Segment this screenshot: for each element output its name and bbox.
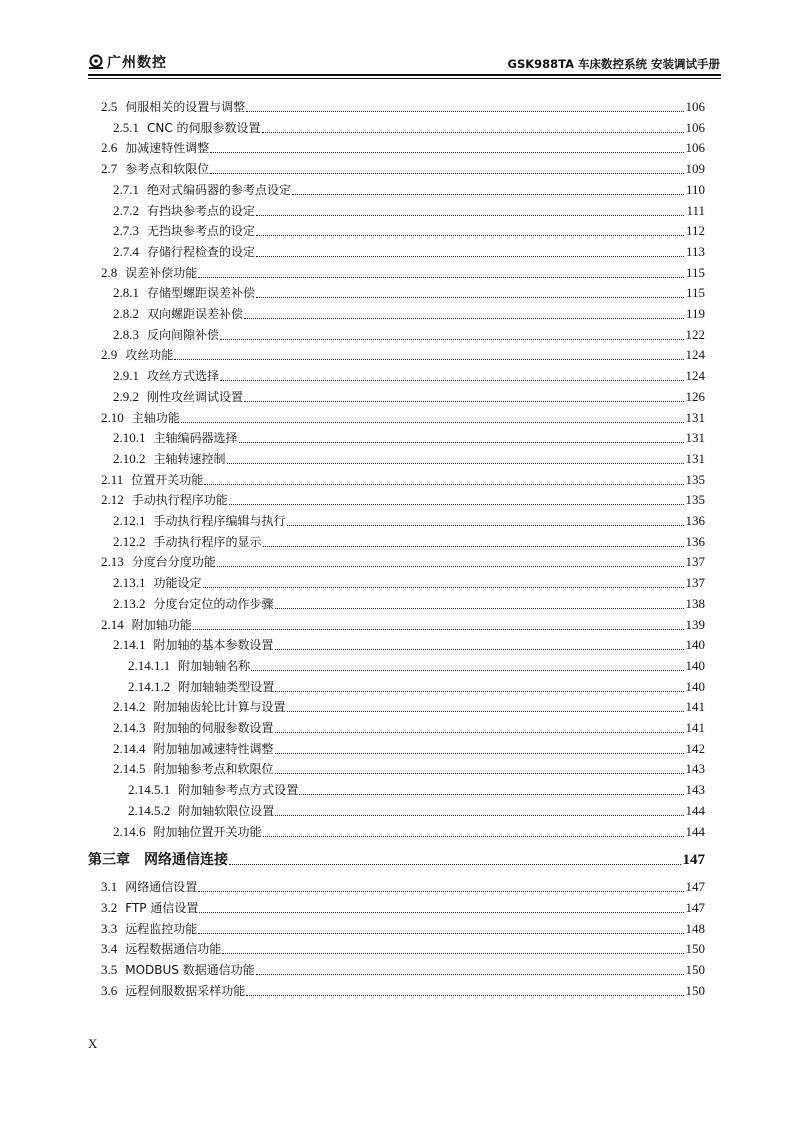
toc-number: 2.8.1 <box>113 285 139 301</box>
toc-page-number: 150 <box>685 962 705 977</box>
toc-title: 网络通信设置 <box>125 880 198 895</box>
toc-entry[interactable] <box>101 896 705 916</box>
toc-leader-dots <box>275 814 683 816</box>
toc-leader-dots <box>220 338 683 340</box>
toc-title: 双向螺距误差补偿 <box>147 307 244 321</box>
toc-leader-dots <box>287 524 684 526</box>
toc-leader-dots <box>292 193 684 195</box>
toc-title: 误差补偿功能 <box>125 265 198 280</box>
toc-entry[interactable] <box>101 958 705 978</box>
toc-leader-dots <box>210 172 683 174</box>
toc-entry[interactable] <box>101 468 705 488</box>
toc-number: 2.12 <box>101 492 124 508</box>
toc-leader-dots <box>275 690 683 692</box>
toc-leader-dots <box>239 441 684 443</box>
toc-title: CNC 的伺服参数设置 <box>147 120 261 135</box>
toc-entry[interactable] <box>101 550 705 570</box>
toc-page-number: 136 <box>685 533 705 549</box>
toc-page-number: 126 <box>685 388 705 404</box>
brand-logo <box>88 52 167 72</box>
toc-entry[interactable] <box>113 633 705 653</box>
toc-leader-dots <box>275 752 684 754</box>
toc-title: 附加轴轴名称 <box>178 658 251 673</box>
toc-number: 2.7.1 <box>113 181 139 197</box>
toc-title: 手动执行程序编辑与执行 <box>153 514 286 528</box>
toc-entry[interactable] <box>101 136 705 156</box>
toc-title: 附加轴齿轮比计算与设置 <box>153 700 286 715</box>
toc-page-number: 119 <box>685 306 705 321</box>
toc-number: 2.12.1 <box>113 513 146 528</box>
toc-entry[interactable] <box>101 95 705 115</box>
header-rule <box>88 74 721 76</box>
toc-leader-dots <box>222 952 683 954</box>
toc-entry[interactable] <box>101 917 705 937</box>
toc-page-number: 147 <box>682 852 705 869</box>
toc-leader-dots <box>246 994 683 996</box>
toc-page-number: 115 <box>685 264 705 280</box>
toc-title: 存储行程检查的设定 <box>147 244 256 259</box>
toc-title: 反向间隙补偿 <box>147 327 220 342</box>
toc-number: 2.8.2 <box>113 306 139 321</box>
toc-entry[interactable] <box>128 778 705 798</box>
toc-number: 2.14 <box>101 616 124 632</box>
toc-page-number: 115 <box>685 285 705 301</box>
toc-number: 2.14.6 <box>113 823 146 839</box>
toc-entry[interactable] <box>101 488 705 508</box>
toc-page-number: 137 <box>685 575 705 591</box>
toc-page-number: 124 <box>685 347 705 363</box>
toc-title: 攻丝功能 <box>125 348 174 363</box>
toc-page-number: 135 <box>685 471 705 487</box>
toc-entry[interactable] <box>113 530 705 550</box>
toc-entry[interactable] <box>113 426 705 446</box>
logo-text: 广州数控 <box>107 55 167 71</box>
toc-entry[interactable] <box>101 261 705 281</box>
toc-entry[interactable] <box>113 757 705 777</box>
toc-page-number: 147 <box>685 899 705 915</box>
toc-page-number: 143 <box>685 782 705 798</box>
toc-entry[interactable] <box>101 613 705 633</box>
toc-page-number: 110 <box>685 181 705 197</box>
toc-page-number: 142 <box>685 740 705 756</box>
toc-title: 攻丝方式选择 <box>147 369 220 384</box>
toc-page-number: 135 <box>685 492 705 508</box>
toc-page-number: 112 <box>685 223 705 239</box>
toc-leader-dots <box>256 214 684 216</box>
toc-entry[interactable] <box>113 592 705 612</box>
toc-entry[interactable] <box>113 219 705 239</box>
toc-leader-dots <box>244 400 683 402</box>
toc-entry[interactable] <box>113 385 705 405</box>
toc-entry[interactable] <box>113 695 705 715</box>
toc-leader-dots <box>220 379 683 381</box>
toc-number: 2.8 <box>101 264 118 280</box>
toc-title: 附加轴功能 <box>131 617 192 632</box>
toc-entry[interactable] <box>113 571 705 591</box>
toc-title: 附加轴的伺服参数设置 <box>153 721 274 735</box>
toc-title: 附加轴参考点方式设置 <box>178 783 299 798</box>
toc-page-number: 150 <box>685 982 705 998</box>
toc-title: 刚性攻丝调试设置 <box>147 389 244 404</box>
toc-title: 分度台定位的动作步骤 <box>153 596 274 611</box>
toc-page-number: 131 <box>685 430 705 446</box>
toc-number: 2.10.1 <box>113 430 146 446</box>
toc-title: MODBUS 数据通信功能 <box>125 963 255 977</box>
toc-leader-dots <box>262 131 684 133</box>
toc-number: 2.5.1 <box>113 119 139 135</box>
toc-number: 2.9.1 <box>113 368 139 384</box>
toc-title: 主轴转速控制 <box>153 451 226 466</box>
toc-page-number: 141 <box>685 699 705 715</box>
toc-title: 附加轴轴类型设置 <box>178 679 275 694</box>
toc-number: 第三章 <box>88 852 130 869</box>
toc-leader-dots <box>256 234 684 236</box>
toc-page-number: 141 <box>685 720 705 735</box>
toc-number: 2.6 <box>101 140 118 156</box>
toc-number: 2.12.2 <box>113 533 146 549</box>
toc-number: 2.9 <box>101 347 118 363</box>
toc-page-number: 113 <box>685 243 705 259</box>
toc-leader-dots <box>275 648 684 650</box>
header-rule-thin <box>88 78 721 79</box>
toc-entry[interactable] <box>113 281 705 301</box>
toc-leader-dots <box>229 503 684 505</box>
toc-leader-dots <box>256 296 684 298</box>
toc-number: 3.4 <box>101 941 118 957</box>
toc-number: 2.14.5.2 <box>128 802 171 818</box>
toc-number: 2.14.5.1 <box>128 782 171 798</box>
toc-leader-dots <box>217 565 684 567</box>
toc-number: 2.14.2 <box>113 699 146 715</box>
toc-number: 2.7.3 <box>113 223 139 239</box>
toc-number: 3.6 <box>101 982 118 998</box>
toc-entry[interactable] <box>128 675 705 695</box>
toc-leader-dots <box>256 973 684 975</box>
toc-leader-dots <box>263 545 684 547</box>
toc-leader-dots <box>210 151 683 153</box>
toc-number: 2.11 <box>101 471 124 487</box>
toc-leader-dots <box>287 710 684 712</box>
toc-page-number: 140 <box>685 678 705 694</box>
toc-leader-dots <box>199 911 683 913</box>
toc-title: 手动执行程序功能 <box>131 493 228 508</box>
toc-title: 功能设定 <box>153 576 202 591</box>
toc-title: 伺服相关的设置与调整 <box>125 100 246 114</box>
toc-leader-dots <box>204 483 683 485</box>
toc-title: 绝对式编码器的参考点设定 <box>147 182 292 197</box>
toc-entry[interactable] <box>113 116 705 136</box>
toc-entry[interactable] <box>128 654 705 674</box>
toc-chapter-entry[interactable] <box>88 848 705 868</box>
toc-number: 2.13.2 <box>113 595 146 611</box>
toc-page-number: 111 <box>686 202 705 218</box>
toc-leader-dots <box>244 317 684 319</box>
toc-leader-dots <box>193 628 684 630</box>
toc-number: 2.14.1.1 <box>128 657 171 673</box>
toc-leader-dots <box>275 772 684 774</box>
toc-entry[interactable] <box>113 199 705 219</box>
toc-number: 2.13 <box>101 554 124 570</box>
toc-title: 网络通信连接 <box>144 852 228 869</box>
toc-title: 存储型螺距误差补偿 <box>147 286 256 301</box>
toc-leader-dots <box>275 731 684 733</box>
toc-title: 手动执行程序的显示 <box>153 534 262 549</box>
toc-number: 3.1 <box>101 879 118 895</box>
toc-page-number: 144 <box>685 823 705 839</box>
toc-number: 3.3 <box>101 920 118 936</box>
toc-page-number: 148 <box>685 920 705 936</box>
toc-entry[interactable] <box>128 799 705 819</box>
toc-page-number: 139 <box>685 616 705 632</box>
toc-page-number: 122 <box>685 326 705 342</box>
toc-leader-dots <box>198 890 683 892</box>
toc-leader-dots <box>174 358 683 360</box>
toc-leader-dots <box>198 932 683 934</box>
toc-title: 无挡块参考点的设定 <box>147 224 256 239</box>
toc-page-number: 136 <box>685 513 705 528</box>
gsk-logo-icon <box>88 54 104 70</box>
toc-page-number: 138 <box>685 595 705 611</box>
toc-page-number: 106 <box>685 99 705 114</box>
toc-page-number: 109 <box>685 161 705 177</box>
toc-entry[interactable] <box>113 178 705 198</box>
toc-title: 主轴功能 <box>131 410 180 425</box>
toc-number: 2.14.3 <box>113 720 146 735</box>
toc-page-number: 106 <box>685 119 705 135</box>
toc-number: 2.5 <box>101 99 118 114</box>
toc-leader-dots <box>181 421 684 423</box>
toc-title: 附加轴位置开关功能 <box>153 824 262 839</box>
toc-entry[interactable] <box>113 447 705 467</box>
toc-entry[interactable] <box>113 820 705 840</box>
toc-number: 3.2 <box>101 899 118 915</box>
toc-number: 2.14.1.2 <box>128 678 171 694</box>
toc-page-number: 143 <box>685 761 705 777</box>
toc-leader-dots <box>263 835 684 837</box>
toc-page-number: 137 <box>685 554 705 570</box>
toc-number: 2.7.4 <box>113 243 139 259</box>
toc-title: 有挡块参考点的设定 <box>147 203 256 218</box>
toc-entry[interactable] <box>113 323 705 343</box>
toc-title: 位置开关功能 <box>131 472 204 487</box>
manual-title: GSK988TA 车床数控系统 安装调试手册 <box>507 57 720 71</box>
toc-entry[interactable] <box>101 406 705 426</box>
toc-leader-dots <box>229 863 681 865</box>
toc-page-number: 140 <box>685 657 705 673</box>
toc-entry[interactable] <box>101 937 705 957</box>
toc-title: 参考点和软限位 <box>125 162 210 177</box>
toc-entry[interactable] <box>101 343 705 363</box>
toc-entry[interactable] <box>113 716 705 736</box>
toc-page-number: 124 <box>685 368 705 384</box>
toc-leader-dots <box>246 110 683 112</box>
toc-leader-dots <box>299 793 683 795</box>
toc-title: 远程监控功能 <box>125 921 198 936</box>
toc-number: 2.10.2 <box>113 450 146 466</box>
toc-number: 2.8.3 <box>113 326 139 342</box>
toc-title: 主轴编码器选择 <box>153 431 238 446</box>
toc-number: 2.14.1 <box>113 637 146 653</box>
toc-page-number: 147 <box>685 879 705 895</box>
toc-title: 分度台分度功能 <box>131 555 216 570</box>
toc-entry[interactable] <box>113 509 705 529</box>
toc-leader-dots <box>251 669 683 671</box>
toc-page-number: 150 <box>685 941 705 957</box>
toc-page-number: 131 <box>685 409 705 425</box>
toc-page-number: 140 <box>685 637 705 653</box>
toc-page-number: 144 <box>685 802 705 818</box>
toc-page-number: 106 <box>685 140 705 156</box>
toc-number: 2.14.5 <box>113 761 146 777</box>
toc-entry[interactable] <box>101 875 705 895</box>
toc-leader-dots <box>198 276 684 278</box>
toc-title: 远程伺服数据采样功能 <box>125 983 246 998</box>
toc-title: 加减速特性调整 <box>125 141 210 156</box>
toc-entry[interactable] <box>101 979 705 999</box>
toc-leader-dots <box>227 462 684 464</box>
toc-title: 附加轴的基本参数设置 <box>153 638 274 653</box>
toc-title: 远程数据通信功能 <box>125 942 222 957</box>
toc-leader-dots <box>256 255 684 257</box>
toc-number: 2.7 <box>101 161 118 177</box>
toc-number: 2.13.1 <box>113 575 146 591</box>
toc-entry[interactable] <box>101 157 705 177</box>
toc-title: 附加轴软限位设置 <box>178 803 275 818</box>
toc-title: FTP 通信设置 <box>125 900 199 915</box>
page-number: X <box>88 1036 98 1051</box>
toc-number: 2.10 <box>101 409 124 425</box>
toc-number: 2.9.2 <box>113 388 139 404</box>
toc-number: 2.14.4 <box>113 740 146 756</box>
toc-entry[interactable] <box>113 737 705 757</box>
toc-entry[interactable] <box>113 240 705 260</box>
toc-title: 附加轴参考点和软限位 <box>153 762 274 777</box>
toc-entry[interactable] <box>113 302 705 322</box>
toc-title: 附加轴加减速特性调整 <box>153 741 274 756</box>
toc-number: 2.7.2 <box>113 202 139 218</box>
toc-page-number: 131 <box>685 450 705 466</box>
page-header <box>88 48 720 74</box>
toc-leader-dots <box>203 586 684 588</box>
toc-number: 3.5 <box>101 962 118 977</box>
toc-entry[interactable] <box>113 364 705 384</box>
toc-leader-dots <box>275 607 684 609</box>
